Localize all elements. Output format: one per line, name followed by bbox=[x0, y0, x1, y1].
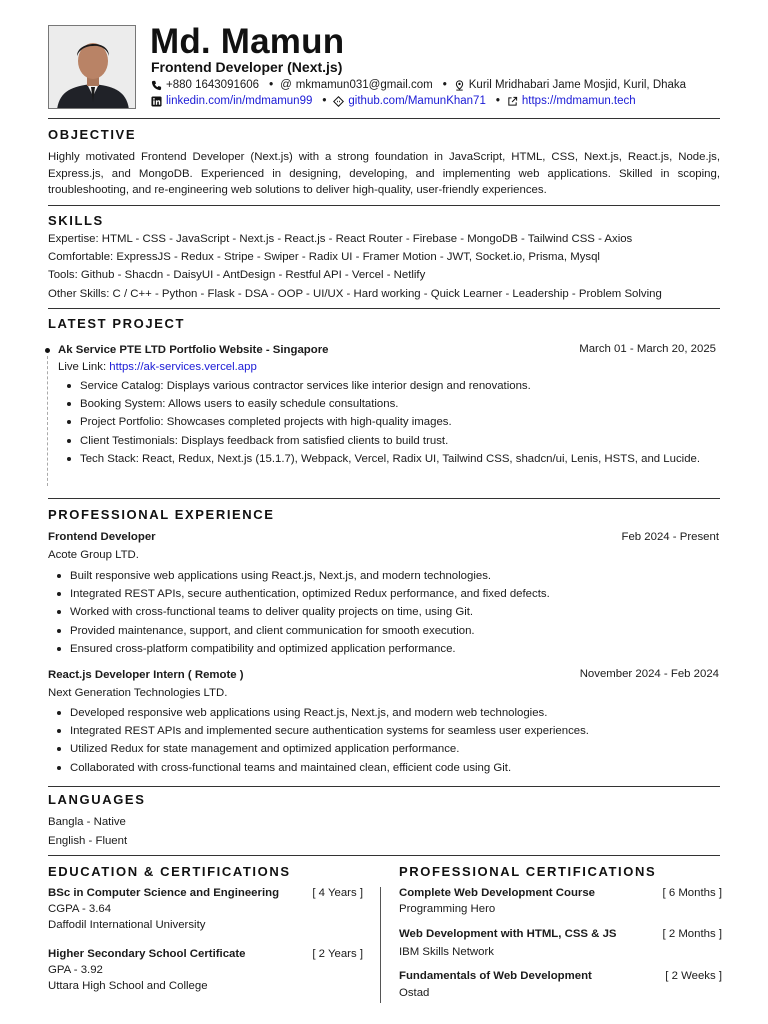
project-name: Ak Service PTE LTD Portfolio Website - Singapore bbox=[58, 344, 329, 356]
degree-duration: [ 2 Years ] bbox=[312, 948, 363, 960]
list-item: Developed responsive web applications using React.js, Next.js, and modern web technologies. bbox=[48, 704, 720, 722]
github-link[interactable] bbox=[333, 95, 485, 107]
section-divider bbox=[48, 118, 720, 119]
degree-name: BSc in Computer Science and Engineering bbox=[48, 887, 280, 899]
certification-issuer: Programming Hero bbox=[399, 903, 496, 915]
section-divider bbox=[48, 308, 720, 309]
language-item: Bangla - Native bbox=[48, 816, 126, 828]
linkedin-icon bbox=[151, 96, 162, 107]
contact-line bbox=[151, 79, 689, 91]
skills-heading: SKILLS bbox=[48, 213, 104, 228]
list-item: Integrated REST APIs, secure authentication, optimized Redux performance, and fixed defects. bbox=[48, 585, 720, 603]
experience-heading: PROFESSIONAL EXPERIENCE bbox=[48, 507, 275, 522]
objective-text: Highly motivated Frontend Developer (Next.js) with a strong foundation in JavaScript, HTML, CSS, Next.js, React.js, Node.js, Express.js, and MongoDB. Experienced in designing, developing, and implementing web applications. Skilled in scoping, troubleshooting, and re-engineering web solutions to deliver high-quality, user-friendly experiences. bbox=[48, 151, 720, 196]
live-link-url[interactable]: https://ak-services.vercel.app bbox=[109, 361, 257, 373]
github-url: github.com/MamunKhan71 bbox=[348, 95, 486, 107]
skills-comfortable: Comfortable: ExpressJS - Redux - Stripe - Swiper - Radix UI - Framer Motion - JWT, Socket.io, Prisma, Mysql bbox=[48, 251, 600, 263]
education-heading: EDUCATION & CERTIFICATIONS bbox=[48, 864, 291, 879]
list-item: Integrated REST APIs and implemented secure authentication systems for seamless user experiences. bbox=[48, 722, 720, 740]
website-link[interactable] bbox=[507, 95, 636, 107]
github-icon bbox=[333, 96, 344, 107]
list-item: Worked with cross-functional teams to deliver quality projects on time, using Git. bbox=[48, 603, 720, 621]
project-live-link bbox=[58, 361, 257, 373]
links-line bbox=[151, 95, 639, 107]
location-icon bbox=[454, 80, 465, 91]
degree-name: Higher Secondary School Certificate bbox=[48, 948, 246, 960]
list-item: Service Catalog: Displays various contractor services like interior design and renovations. bbox=[58, 377, 718, 395]
certifications-heading: PROFESSIONAL CERTIFICATIONS bbox=[399, 864, 657, 879]
resume-header bbox=[48, 22, 720, 113]
candidate-name: Md. Mamun bbox=[150, 22, 345, 61]
linkedin-url: linkedin.com/in/mdmamun99 bbox=[166, 95, 313, 107]
list-item: Ensured cross-platform compatibility and optimized application performance. bbox=[48, 640, 720, 658]
language-item: English - Fluent bbox=[48, 835, 128, 847]
phone-number: +880 1643091606 bbox=[166, 79, 260, 91]
email-item[interactable] bbox=[280, 79, 433, 91]
location-text: Kuril Mridhabari Jame Mosjid, Kuril, Dhaka bbox=[468, 79, 687, 91]
project-date: March 01 - March 20, 2025 bbox=[579, 343, 716, 355]
project-heading: LATEST PROJECT bbox=[48, 316, 186, 331]
job-role: React.js Developer Intern ( Remote ) bbox=[48, 669, 244, 681]
external-link-icon bbox=[507, 96, 518, 107]
live-link-label: Live Link: bbox=[58, 361, 110, 373]
objective-heading: OBJECTIVE bbox=[48, 127, 137, 142]
profile-photo bbox=[48, 25, 136, 109]
at-icon: @ bbox=[280, 79, 292, 91]
certification-duration: [ 6 Months ] bbox=[662, 887, 722, 899]
candidate-role: Frontend Developer (Next.js) bbox=[151, 59, 343, 75]
timeline-line bbox=[47, 356, 48, 486]
degree-grade: GPA - 3.92 bbox=[48, 964, 103, 976]
degree-school: Daffodil International University bbox=[48, 919, 206, 931]
list-item: Booking System: Allows users to easily schedule consultations. bbox=[58, 395, 718, 413]
profile-photo-image bbox=[49, 26, 136, 109]
separator-dot: • bbox=[495, 95, 500, 107]
section-divider bbox=[48, 855, 720, 856]
job-company: Acote Group LTD. bbox=[48, 549, 139, 561]
section-divider bbox=[48, 498, 720, 499]
list-item: Project Portfolio: Showcases completed projects with high-quality images. bbox=[58, 413, 718, 431]
certification-issuer: Ostad bbox=[399, 987, 430, 999]
separator-dot: • bbox=[322, 95, 327, 107]
list-item: Provided maintenance, support, and client communication for smooth execution. bbox=[48, 622, 720, 640]
job-bullets bbox=[48, 704, 720, 777]
list-item: Utilized Redux for state management and optimized application performance. bbox=[48, 740, 720, 758]
timeline-dot bbox=[45, 348, 50, 353]
job-bullets bbox=[48, 567, 720, 658]
separator-dot: • bbox=[442, 79, 447, 91]
certification-duration: [ 2 Weeks ] bbox=[665, 970, 722, 982]
project-bullets bbox=[58, 377, 718, 468]
certification-duration: [ 2 Months ] bbox=[662, 928, 722, 940]
skills-other: Other Skills: C / C++ - Python - Flask - DSA - OOP - UI/UX - Hard working - Quick Learner - Leadership - Problem Solving bbox=[48, 288, 662, 300]
degree-school: Uttara High School and College bbox=[48, 980, 208, 992]
skills-tools: Tools: Github - Shacdn - DaisyUI - AntDesign - Restful API - Vercel - Netlify bbox=[48, 269, 426, 281]
job-date: Feb 2024 - Present bbox=[621, 531, 719, 543]
phone-item[interactable] bbox=[151, 79, 259, 91]
phone-icon bbox=[151, 80, 162, 91]
job-date: November 2024 - Feb 2024 bbox=[579, 668, 719, 680]
job-role: Frontend Developer bbox=[48, 531, 156, 543]
languages-heading: LANGUAGES bbox=[48, 792, 146, 807]
list-item: Collaborated with cross-functional teams and maintained clean, efficient code using Git. bbox=[48, 759, 720, 777]
separator-dot: • bbox=[269, 79, 274, 91]
job-company: Next Generation Technologies LTD. bbox=[48, 687, 228, 699]
skills-expertise: Expertise: HTML - CSS - JavaScript - Next.js - React.js - React Router - Firebase - MongoDB - Tailwind CSS - Axios bbox=[48, 233, 633, 245]
certification-issuer: IBM Skills Network bbox=[399, 946, 494, 958]
degree-duration: [ 4 Years ] bbox=[312, 887, 363, 899]
certification-name: Fundamentals of Web Development bbox=[399, 970, 592, 982]
section-divider bbox=[48, 786, 720, 787]
website-url: https://mdmamun.tech bbox=[521, 95, 636, 107]
degree-grade: CGPA - 3.64 bbox=[48, 903, 112, 915]
certification-name: Web Development with HTML, CSS & JS bbox=[399, 928, 617, 940]
list-item: Built responsive web applications using React.js, Next.js, and modern technologies. bbox=[48, 567, 720, 585]
column-divider bbox=[380, 887, 381, 1003]
linkedin-link[interactable] bbox=[151, 95, 312, 107]
email-address: mkmamun031@gmail.com bbox=[295, 79, 433, 91]
list-item: Tech Stack: React, Redux, Next.js (15.1.7), Webpack, Vercel, Radix UI, Tailwind CSS, shadcn/ui, Lenis, HSTS, and Lucide. bbox=[58, 450, 718, 468]
certification-name: Complete Web Development Course bbox=[399, 887, 595, 899]
section-divider bbox=[48, 205, 720, 206]
location-item bbox=[454, 79, 686, 91]
list-item: Client Testimonials: Displays feedback from satisfied clients to build trust. bbox=[58, 432, 718, 450]
